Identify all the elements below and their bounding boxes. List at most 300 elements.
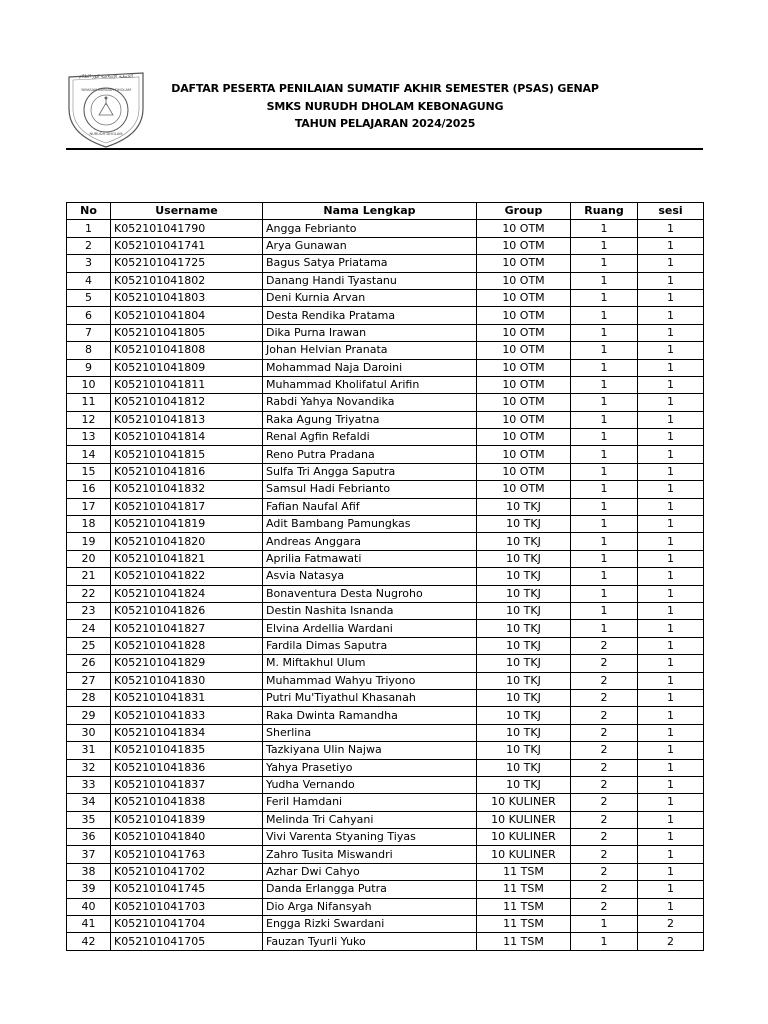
cell-username: K052101041837 <box>111 776 263 793</box>
document-title <box>150 80 620 133</box>
cell-ruang: 1 <box>571 533 638 550</box>
table-row <box>67 446 704 463</box>
cell-nama-lengkap: Fardila Dimas Saputra <box>263 637 477 654</box>
cell-nama-lengkap: Johan Helvian Pranata <box>263 342 477 359</box>
cell-ruang: 1 <box>571 585 638 602</box>
cell-username: K052101041838 <box>111 794 263 811</box>
cell-ruang: 2 <box>571 794 638 811</box>
cell-username: K052101041824 <box>111 585 263 602</box>
cell-ruang: 1 <box>571 220 638 237</box>
cell-sesi: 1 <box>638 637 704 654</box>
cell-sesi: 1 <box>638 237 704 254</box>
cell-sesi: 1 <box>638 533 704 550</box>
cell-group: 10 OTM <box>477 307 571 324</box>
cell-ruang: 1 <box>571 342 638 359</box>
cell-sesi: 1 <box>638 602 704 619</box>
cell-nama-lengkap: Feril Hamdani <box>263 794 477 811</box>
cell-sesi: 1 <box>638 429 704 446</box>
cell-sesi: 1 <box>638 481 704 498</box>
cell-no: 11 <box>67 394 111 411</box>
cell-nama-lengkap: Azhar Dwi Cahyo <box>263 863 477 880</box>
table-row <box>67 707 704 724</box>
cell-no: 4 <box>67 272 111 289</box>
cell-no: 10 <box>67 376 111 393</box>
cell-sesi: 1 <box>638 568 704 585</box>
cell-nama-lengkap: Sherlina <box>263 724 477 741</box>
cell-no: 37 <box>67 846 111 863</box>
cell-ruang: 2 <box>571 846 638 863</box>
cell-no: 1 <box>67 220 111 237</box>
cell-nama-lengkap: Tazkiyana Ulin Najwa <box>263 742 477 759</box>
cell-sesi: 1 <box>638 220 704 237</box>
cell-ruang: 1 <box>571 933 638 950</box>
cell-group: 11 TSM <box>477 916 571 933</box>
cell-sesi: 1 <box>638 759 704 776</box>
cell-sesi: 1 <box>638 411 704 428</box>
cell-nama-lengkap: Adit Bambang Pamungkas <box>263 516 477 533</box>
cell-nama-lengkap: Deni Kurnia Arvan <box>263 289 477 306</box>
table-row <box>67 411 704 428</box>
cell-username: K052101041821 <box>111 550 263 567</box>
cell-group: 10 TKJ <box>477 776 571 793</box>
cell-group: 10 OTM <box>477 342 571 359</box>
cell-no: 17 <box>67 498 111 515</box>
cell-ruang: 2 <box>571 759 638 776</box>
cell-no: 29 <box>67 707 111 724</box>
cell-username: K052101041745 <box>111 881 263 898</box>
table-row <box>67 689 704 706</box>
participant-table <box>66 202 704 951</box>
cell-nama-lengkap: Dio Arga Nifansyah <box>263 898 477 915</box>
cell-nama-lengkap: Aprilia Fatmawati <box>263 550 477 567</box>
table-row <box>67 463 704 480</box>
cell-username: K052101041840 <box>111 829 263 846</box>
cell-ruang: 1 <box>571 498 638 515</box>
cell-no: 15 <box>67 463 111 480</box>
cell-username: K052101041827 <box>111 620 263 637</box>
cell-no: 7 <box>67 324 111 341</box>
cell-ruang: 2 <box>571 689 638 706</box>
cell-username: K052101041702 <box>111 863 263 880</box>
cell-username: K052101041705 <box>111 933 263 950</box>
table-row <box>67 289 704 306</box>
cell-group: 10 TKJ <box>477 707 571 724</box>
cell-username: K052101041811 <box>111 376 263 393</box>
cell-username: K052101041834 <box>111 724 263 741</box>
cell-no: 16 <box>67 481 111 498</box>
cell-nama-lengkap: Yahya Prasetiyo <box>263 759 477 776</box>
cell-ruang: 2 <box>571 637 638 654</box>
cell-sesi: 1 <box>638 776 704 793</box>
cell-nama-lengkap: Rabdi Yahya Novandika <box>263 394 477 411</box>
cell-no: 39 <box>67 881 111 898</box>
cell-ruang: 2 <box>571 881 638 898</box>
table-row <box>67 307 704 324</box>
title-line-2: SMKS NURUDH DHOLAM KEBONAGUNG <box>266 99 504 113</box>
cell-ruang: 2 <box>571 707 638 724</box>
cell-nama-lengkap: Engga Rizki Swardani <box>263 916 477 933</box>
cell-sesi: 1 <box>638 498 704 515</box>
cell-sesi: 1 <box>638 463 704 480</box>
cell-nama-lengkap: Destin Nashita Isnanda <box>263 602 477 619</box>
cell-ruang: 1 <box>571 550 638 567</box>
cell-nama-lengkap: Dika Purna Irawan <box>263 324 477 341</box>
table-row <box>67 759 704 776</box>
cell-sesi: 2 <box>638 916 704 933</box>
cell-ruang: 2 <box>571 898 638 915</box>
cell-ruang: 1 <box>571 481 638 498</box>
table-row <box>67 255 704 272</box>
cell-group: 11 TSM <box>477 898 571 915</box>
cell-sesi: 1 <box>638 272 704 289</box>
cell-no: 5 <box>67 289 111 306</box>
cell-username: K052101041802 <box>111 272 263 289</box>
cell-nama-lengkap: Arya Gunawan <box>263 237 477 254</box>
cell-username: K052101041804 <box>111 307 263 324</box>
table-row <box>67 811 704 828</box>
cell-ruang: 1 <box>571 255 638 272</box>
table-row <box>67 724 704 741</box>
cell-no: 12 <box>67 411 111 428</box>
cell-sesi: 1 <box>638 829 704 846</box>
cell-sesi: 1 <box>638 359 704 376</box>
cell-sesi: 1 <box>638 289 704 306</box>
cell-group: 10 TKJ <box>477 637 571 654</box>
table-row <box>67 794 704 811</box>
table-row <box>67 359 704 376</box>
cell-username: K052101041820 <box>111 533 263 550</box>
cell-no: 19 <box>67 533 111 550</box>
cell-sesi: 1 <box>638 707 704 724</box>
table-row <box>67 342 704 359</box>
svg-text:NURUDH DHOLAM: NURUDH DHOLAM <box>89 132 123 136</box>
cell-ruang: 1 <box>571 307 638 324</box>
table-row <box>67 272 704 289</box>
school-logo <box>63 63 149 149</box>
cell-username: K052101041741 <box>111 237 263 254</box>
cell-username: K052101041816 <box>111 463 263 480</box>
cell-nama-lengkap: Danang Handi Tyastanu <box>263 272 477 289</box>
cell-username: K052101041833 <box>111 707 263 724</box>
cell-nama-lengkap: Fauzan Tyurli Yuko <box>263 933 477 950</box>
cell-group: 10 TKJ <box>477 724 571 741</box>
cell-no: 13 <box>67 429 111 446</box>
cell-no: 41 <box>67 916 111 933</box>
cell-sesi: 1 <box>638 689 704 706</box>
table-row <box>67 602 704 619</box>
table-row <box>67 776 704 793</box>
cell-group: 10 KULINER <box>477 811 571 828</box>
cell-nama-lengkap: Raka Agung Triyatna <box>263 411 477 428</box>
cell-ruang: 1 <box>571 289 638 306</box>
cell-username: K052101041817 <box>111 498 263 515</box>
cell-group: 10 TKJ <box>477 602 571 619</box>
cell-no: 42 <box>67 933 111 950</box>
cell-no: 27 <box>67 672 111 689</box>
cell-nama-lengkap: Yudha Vernando <box>263 776 477 793</box>
cell-username: K052101041835 <box>111 742 263 759</box>
cell-sesi: 1 <box>638 446 704 463</box>
cell-nama-lengkap: Sulfa Tri Angga Saputra <box>263 463 477 480</box>
cell-group: 10 TKJ <box>477 498 571 515</box>
title-line-3: TAHUN PELAJARAN 2024/2025 <box>294 117 476 130</box>
cell-nama-lengkap: Raka Dwinta Ramandha <box>263 707 477 724</box>
table-row <box>67 324 704 341</box>
cell-nama-lengkap: Elvina Ardellia Wardani <box>263 620 477 637</box>
table-row <box>67 898 704 915</box>
cell-group: 10 TKJ <box>477 655 571 672</box>
cell-nama-lengkap: Reno Putra Pradana <box>263 446 477 463</box>
cell-username: K052101041831 <box>111 689 263 706</box>
table-row <box>67 550 704 567</box>
cell-ruang: 1 <box>571 237 638 254</box>
cell-group: 10 TKJ <box>477 672 571 689</box>
cell-nama-lengkap: Mohammad Naja Daroini <box>263 359 477 376</box>
table-row <box>67 585 704 602</box>
cell-group: 10 TKJ <box>477 759 571 776</box>
cell-nama-lengkap: Fafian Naufal Afif <box>263 498 477 515</box>
cell-no: 6 <box>67 307 111 324</box>
cell-username: K052101041812 <box>111 394 263 411</box>
cell-group: 10 OTM <box>477 237 571 254</box>
cell-ruang: 2 <box>571 655 638 672</box>
table-row <box>67 655 704 672</box>
cell-ruang: 1 <box>571 429 638 446</box>
cell-no: 3 <box>67 255 111 272</box>
cell-no: 32 <box>67 759 111 776</box>
table-row <box>67 376 704 393</box>
cell-ruang: 2 <box>571 724 638 741</box>
cell-group: 11 TSM <box>477 933 571 950</box>
svg-text:YAYASAN NURUDH DHOLAM: YAYASAN NURUDH DHOLAM <box>80 88 132 92</box>
table-row <box>67 516 704 533</box>
table-row <box>67 220 704 237</box>
cell-nama-lengkap: Putri Mu'Tiyathul Khasanah <box>263 689 477 706</box>
cell-sesi: 1 <box>638 585 704 602</box>
table-row <box>67 237 704 254</box>
cell-no: 36 <box>67 829 111 846</box>
cell-group: 11 TSM <box>477 863 571 880</box>
table-row <box>67 568 704 585</box>
cell-ruang: 1 <box>571 916 638 933</box>
header-divider <box>66 148 703 150</box>
cell-nama-lengkap: Samsul Hadi Febrianto <box>263 481 477 498</box>
table-row <box>67 881 704 898</box>
cell-group: 10 OTM <box>477 376 571 393</box>
cell-group: 10 TKJ <box>477 533 571 550</box>
cell-ruang: 1 <box>571 411 638 428</box>
cell-sesi: 1 <box>638 376 704 393</box>
cell-sesi: 1 <box>638 307 704 324</box>
cell-ruang: 2 <box>571 776 638 793</box>
title-line-1: DAFTAR PESERTA PENILAIAN SUMATIF AKHIR SEMESTER (PSAS) GENAP <box>171 82 599 95</box>
cell-username: K052101041828 <box>111 637 263 654</box>
cell-no: 9 <box>67 359 111 376</box>
table-row <box>67 933 704 950</box>
header-group: Group <box>477 203 571 220</box>
cell-group: 10 OTM <box>477 359 571 376</box>
table-row <box>67 637 704 654</box>
cell-sesi: 1 <box>638 516 704 533</box>
cell-no: 24 <box>67 620 111 637</box>
cell-sesi: 1 <box>638 255 704 272</box>
cell-sesi: 1 <box>638 655 704 672</box>
table-header-row <box>67 203 704 220</box>
cell-username: K052101041832 <box>111 481 263 498</box>
cell-ruang: 2 <box>571 811 638 828</box>
cell-username: K052101041819 <box>111 516 263 533</box>
table-row <box>67 481 704 498</box>
cell-group: 10 TKJ <box>477 742 571 759</box>
cell-sesi: 1 <box>638 672 704 689</box>
cell-sesi: 1 <box>638 620 704 637</box>
table-row <box>67 533 704 550</box>
cell-group: 10 OTM <box>477 411 571 428</box>
cell-ruang: 1 <box>571 324 638 341</box>
cell-no: 23 <box>67 602 111 619</box>
cell-ruang: 1 <box>571 463 638 480</box>
cell-group: 10 KULINER <box>477 829 571 846</box>
cell-ruang: 1 <box>571 620 638 637</box>
cell-no: 25 <box>67 637 111 654</box>
cell-nama-lengkap: Melinda Tri Cahyani <box>263 811 477 828</box>
cell-username: K052101041805 <box>111 324 263 341</box>
cell-nama-lengkap: Muhammad Wahyu Triyono <box>263 672 477 689</box>
header-username: Username <box>111 203 263 220</box>
cell-ruang: 1 <box>571 376 638 393</box>
table-row <box>67 394 704 411</box>
cell-no: 18 <box>67 516 111 533</box>
cell-no: 14 <box>67 446 111 463</box>
table-row <box>67 863 704 880</box>
cell-sesi: 1 <box>638 881 704 898</box>
cell-username: K052101041813 <box>111 411 263 428</box>
cell-group: 10 TKJ <box>477 568 571 585</box>
cell-no: 21 <box>67 568 111 585</box>
table-body <box>67 220 704 950</box>
cell-username: K052101041809 <box>111 359 263 376</box>
table-row <box>67 429 704 446</box>
cell-nama-lengkap: Vivi Varenta Styaning Tiyas <box>263 829 477 846</box>
cell-nama-lengkap: Angga Febrianto <box>263 220 477 237</box>
cell-no: 2 <box>67 237 111 254</box>
cell-group: 10 OTM <box>477 481 571 498</box>
table-row <box>67 498 704 515</box>
cell-username: K052101041839 <box>111 811 263 828</box>
cell-nama-lengkap: Muhammad Kholifatul Arifin <box>263 376 477 393</box>
cell-username: K052101041822 <box>111 568 263 585</box>
cell-nama-lengkap: Desta Rendika Pratama <box>263 307 477 324</box>
cell-username: K052101041808 <box>111 342 263 359</box>
cell-group: 10 OTM <box>477 272 571 289</box>
table-row <box>67 742 704 759</box>
cell-ruang: 1 <box>571 359 638 376</box>
cell-group: 11 TSM <box>477 881 571 898</box>
cell-no: 8 <box>67 342 111 359</box>
cell-sesi: 1 <box>638 742 704 759</box>
cell-group: 10 TKJ <box>477 585 571 602</box>
cell-group: 10 OTM <box>477 394 571 411</box>
cell-no: 40 <box>67 898 111 915</box>
cell-sesi: 1 <box>638 846 704 863</box>
cell-nama-lengkap: Danda Erlangga Putra <box>263 881 477 898</box>
cell-username: K052101041836 <box>111 759 263 776</box>
table-row <box>67 846 704 863</box>
svg-text:الجمعية الإسلامية لنور الظلام: الجمعية الإسلامية لنور الظلام <box>79 74 133 80</box>
cell-nama-lengkap: M. Miftakhul Ulum <box>263 655 477 672</box>
cell-nama-lengkap: Andreas Anggara <box>263 533 477 550</box>
table-row <box>67 672 704 689</box>
cell-group: 10 KULINER <box>477 846 571 863</box>
cell-nama-lengkap: Zahro Tusita Miswandri <box>263 846 477 863</box>
cell-username: K052101041763 <box>111 846 263 863</box>
cell-no: 26 <box>67 655 111 672</box>
cell-username: K052101041814 <box>111 429 263 446</box>
cell-ruang: 1 <box>571 446 638 463</box>
cell-ruang: 2 <box>571 863 638 880</box>
cell-group: 10 TKJ <box>477 689 571 706</box>
cell-no: 35 <box>67 811 111 828</box>
cell-sesi: 1 <box>638 898 704 915</box>
cell-ruang: 1 <box>571 272 638 289</box>
cell-nama-lengkap: Asvia Natasya <box>263 568 477 585</box>
cell-group: 10 KULINER <box>477 794 571 811</box>
cell-username: K052101041704 <box>111 916 263 933</box>
cell-group: 10 TKJ <box>477 516 571 533</box>
cell-sesi: 1 <box>638 863 704 880</box>
cell-group: 10 TKJ <box>477 550 571 567</box>
cell-group: 10 OTM <box>477 324 571 341</box>
cell-no: 33 <box>67 776 111 793</box>
cell-username: K052101041725 <box>111 255 263 272</box>
cell-no: 30 <box>67 724 111 741</box>
cell-group: 10 OTM <box>477 463 571 480</box>
cell-no: 22 <box>67 585 111 602</box>
cell-ruang: 1 <box>571 394 638 411</box>
cell-no: 31 <box>67 742 111 759</box>
cell-ruang: 2 <box>571 742 638 759</box>
cell-group: 10 TKJ <box>477 620 571 637</box>
cell-ruang: 1 <box>571 516 638 533</box>
cell-sesi: 1 <box>638 724 704 741</box>
cell-sesi: 1 <box>638 394 704 411</box>
cell-username: K052101041826 <box>111 602 263 619</box>
cell-sesi: 2 <box>638 933 704 950</box>
cell-group: 10 OTM <box>477 220 571 237</box>
cell-no: 20 <box>67 550 111 567</box>
cell-no: 34 <box>67 794 111 811</box>
cell-group: 10 OTM <box>477 255 571 272</box>
cell-username: K052101041703 <box>111 898 263 915</box>
cell-ruang: 1 <box>571 568 638 585</box>
cell-ruang: 2 <box>571 829 638 846</box>
table-row <box>67 916 704 933</box>
header-ruang: Ruang <box>571 203 638 220</box>
cell-group: 10 OTM <box>477 289 571 306</box>
cell-nama-lengkap: Bagus Satya Priatama <box>263 255 477 272</box>
cell-sesi: 1 <box>638 811 704 828</box>
cell-nama-lengkap: Renal Agfin Refaldi <box>263 429 477 446</box>
cell-sesi: 1 <box>638 550 704 567</box>
cell-username: K052101041829 <box>111 655 263 672</box>
cell-group: 10 OTM <box>477 429 571 446</box>
table-row <box>67 829 704 846</box>
header-nama-lengkap: Nama Lengkap <box>263 203 477 220</box>
header-no: No <box>67 203 111 220</box>
cell-username: K052101041815 <box>111 446 263 463</box>
cell-no: 38 <box>67 863 111 880</box>
cell-username: K052101041790 <box>111 220 263 237</box>
